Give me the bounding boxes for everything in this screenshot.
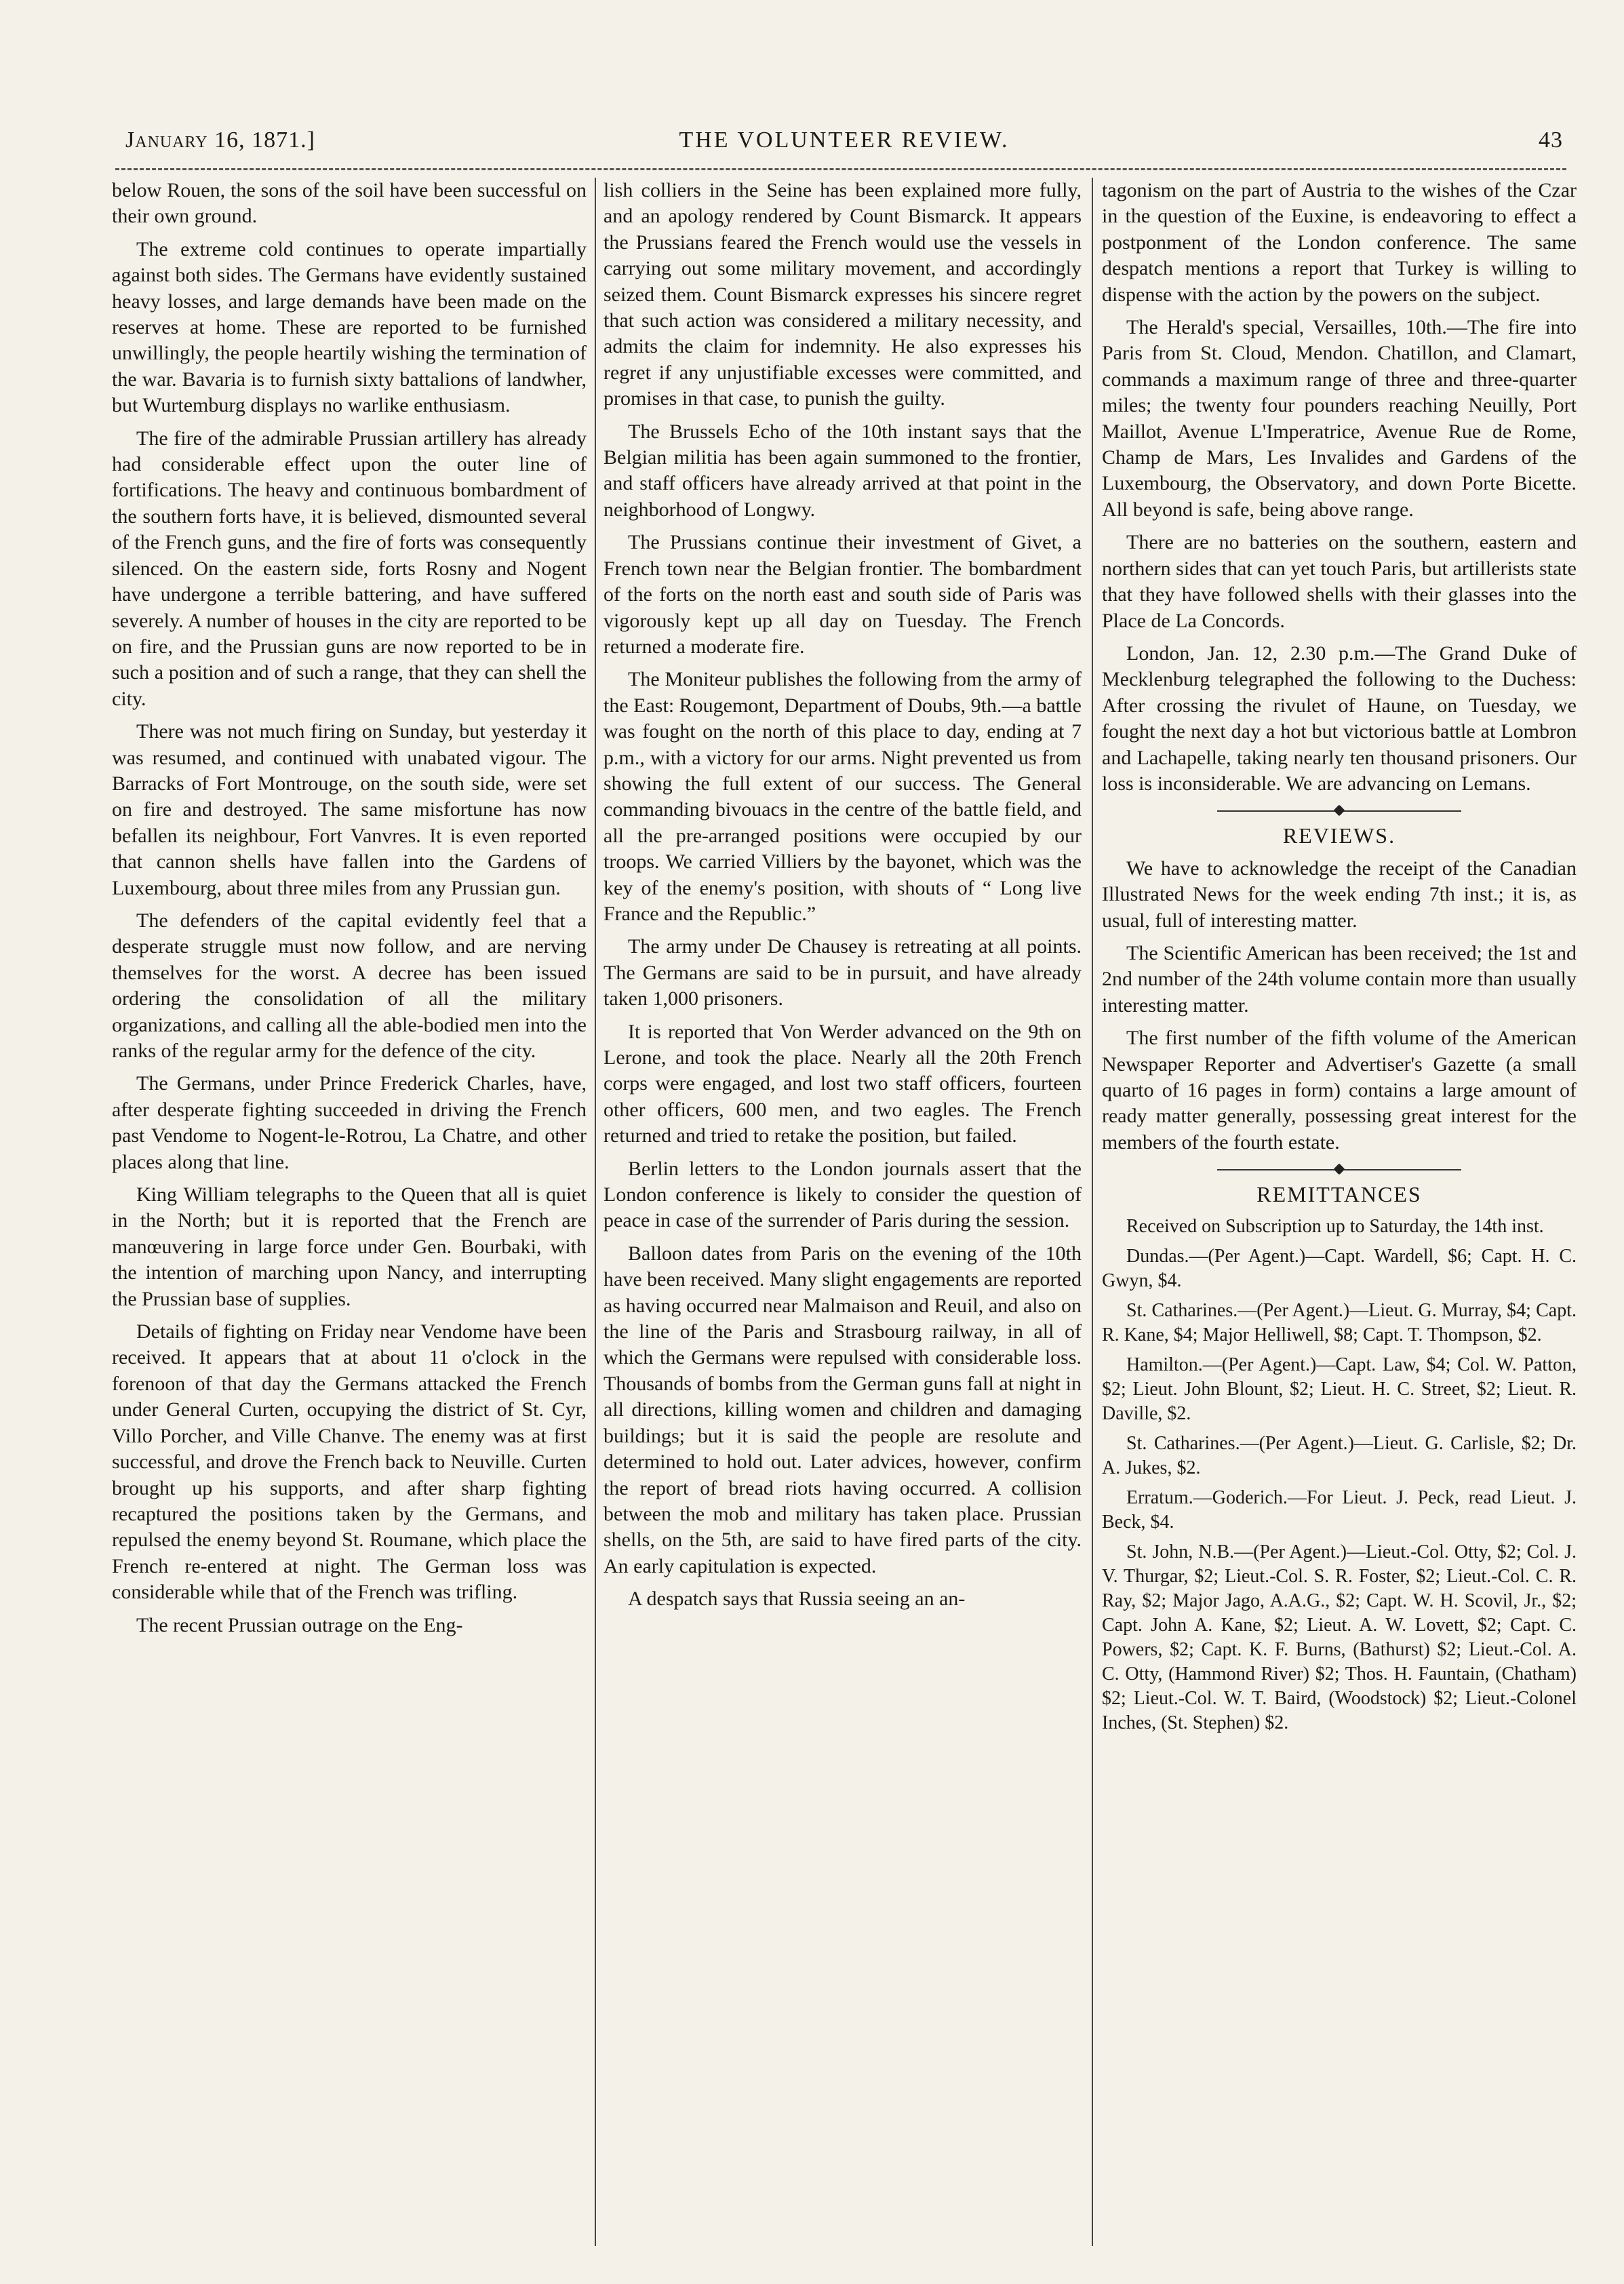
page-header — [125, 127, 1563, 160]
paragraph: The defenders of the capital evidently feel that a desperate struggle must now follow, and are nerving themselves for the worst. A decree has been issued ordering the consolidation of all the military organizations, and calling all the able-bodied men into the ranks of the regular army for the defence of the city. — [112, 909, 587, 1062]
header-rule — [115, 168, 1566, 170]
column-3 — [1102, 178, 1577, 2253]
paragraph: below Rouen, the sons of the soil have been successful on their own ground. — [112, 179, 587, 228]
paragraph: There was not much firing on Sunday, but yesterday it was resumed, and continued with unabated vigour. The Barracks of Fort Montrouge, on the south side, were set on fire and destroyed. The same misfortune has now befallen its neighbour, Fort Vanvres. It is even reported that cannon shells have fallen into the Gardens of Luxembourg, about three miles from any Prussian gun. — [112, 720, 587, 899]
paragraph: tagonism on the part of Austria to the wishes of the Czar in the question of the Euxine, is endeavoring to effect a postponment of the London conference. The same despatch mentions a report that Turkey is willing to dispense with the action by the powers on the subject. — [1102, 179, 1577, 306]
review-item: The first number of the fifth volume of the American Newspaper Reporter and Advertiser's Gazette (a small quarto of 16 pages in form) contains a large amount of ready matter generally, possessing great interest for the members of the fourth estate. — [1102, 1027, 1577, 1154]
remittance-item: Dundas.—(Per Agent.)—Capt. Wardell, $6; Capt. H. C. Gwyn, $4. — [1102, 1245, 1577, 1291]
remittances-heading: REMITTANCES — [1256, 1182, 1422, 1207]
review-item: We have to acknowledge the receipt of the Canadian Illustrated News for the week ending 7th inst.; it is, as usual, full of interesting matter. — [1102, 856, 1577, 932]
paragraph: There are no batteries on the southern, eastern and northern sides that can yet touch Paris, but artillerists state that they have followed shells with their glasses into the Place de La Concords. — [1102, 531, 1577, 632]
page-number: 43 — [1539, 127, 1563, 153]
paragraph: The army under De Chausey is retreating at all points. The Germans are said to be in pursuit, and have already taken 1,000 prisoners. — [603, 935, 1082, 1010]
remittance-item: St. Catharines.—(Per Agent.)—Lieut. G. Carlisle, $2; Dr. A. Jukes, $2. — [1102, 1432, 1577, 1478]
reviews-heading: REVIEWS. — [1282, 823, 1396, 848]
paragraph: Berlin letters to the London journals assert that the London conference is likely to consider the question of peace in case of the surrender of Paris during the session. — [603, 1157, 1082, 1232]
paragraph: A despatch says that Russia seeing an an- — [628, 1588, 966, 1611]
remittance-item: Hamilton.—(Per Agent.)—Capt. Law, $4; Col. W. Patton, $2; Lieut. John Blount, $2; Lieut. H. C. Street, $2; Lieut. R. Daville, $2. — [1102, 1354, 1577, 1424]
column-divider — [595, 178, 596, 2246]
column-divider — [1092, 178, 1093, 2246]
paragraph: lish colliers in the Seine has been explained more fully, and an apology rendered by Count Bismarck. It appears the Prussians feared the French would use the vessels in carrying out some military movement, and accordingly seized them. Count Bismarck expresses his sincere regret that such action was considered a military necessity, and admits the claim for indemnity. He also expresses his regret if any unjustifiable excesses were committed, and promises in that case, to punish the guilty. — [603, 179, 1082, 410]
paragraph: Details of fighting on Friday near Vendome have been received. It appears that at about 11 o'clock in the forenoon of that day the Germans attacked the French under General Curten, occupying the district of St. Cyr, Villo Porcher, and Ville Chanve. The enemy was at first successful, and drove the French back to Neuville. Curten brought up his supports, and after sharp fighting recaptured the positions taken by the Germans, and repulsed the enemy beyond St. Roumane, which place the French re-entered at night. The German loss was considerable while that of the French was trifling. — [112, 1320, 587, 1604]
paragraph: The Brussels Echo of the 10th instant says that the Belgian militia has been again summoned to the frontier, and staff officers have already arrived at that point in the neighborhood of Longwy. — [603, 420, 1082, 521]
review-item: The Scientific American has been received; the 1st and 2nd number of the 24th volume contain more than usually interesting matter. — [1102, 941, 1577, 1017]
paragraph: The Moniteur publishes the following from the army of the East: Rougemont, Department of Doubs, 9th.—a battle was fought on the north of this place to day, ending at 7 p.m., with a victory for our arms. Night prevented us from showing the full extent of our success. The General commanding bivouacs in the centre of the battle field, and all the pre-arranged positions were occupied by our troops. We carried Villiers by the bayonet, which was the key of the enemy's position, with shouts of “ Long live France and the Republic.” — [603, 668, 1082, 925]
paragraph: The recent Prussian outrage on the Eng- — [136, 1613, 463, 1636]
paragraph: London, Jan. 12, 2.30 p.m.—The Grand Duke of Mecklenburg telegraphed the following to the Duchess: After crossing the rivulet of Haune, on Tuesday, we fought the next day a hot but victorious battle at Lombron and Lachapelle, taking nearly ten thousand prisoners. Our loss is inconsiderable. We are advancing on Lemans. — [1102, 642, 1577, 795]
issue-date: January 16, 1871.] — [125, 127, 315, 153]
remittance-intro: Received on Subscription up to Saturday, the 14th inst. — [1126, 1215, 1544, 1237]
paragraph: The fire of the admirable Prussian artillery has already had considerable effect upon the outer line of fortifications. The heavy and continuous bombardment of the southern forts have, it is believed, dismounted several of the French guns, and the fire of forts was consequently silenced. On the eastern side, forts Rosny and Nogent have undergone a terrible battering, and have suffered severely. A number of houses in the city are reported to be on fire, and the Prussian guns are now reported to be in such a position and of such a range, that they can shell the city. — [112, 427, 587, 710]
paragraph: The Germans, under Prince Frederick Charles, have, after desperate fighting succeeded in driving the French past Vendome to Nogent-le-Rotrou, La Chatre, and other places along that line. — [112, 1072, 587, 1173]
remittance-item: Erratum.—Goderich.—For Lieut. J. Peck, read Lieut. J. Beck, $4. — [1102, 1486, 1577, 1533]
publication-title: THE VOLUNTEER REVIEW. — [679, 127, 1010, 153]
paragraph: The Herald's special, Versailles, 10th.—The fire into Paris from St. Cloud, Mendon. Chatillon, and Clamart, commands a maximum range of three and three-quarter miles; the twenty four pounders reaching Neuilly, Port Maillot, Avenue L'Imperatrice, Avenue Rue de Rome, Champ de Mars, Les Invalides and Gardens of the Luxembourg, the Observatory, and down Porte Bicette. All beyond is safe, being above range. — [1102, 316, 1577, 521]
remittance-item: St. John, N.B.—(Per Agent.)—Lieut.-Col. Otty, $2; Col. J. V. Thurgar, $2; Lieut.-Col. S. R. Foster, $2; Lieut.-Col. C. R. Ray, $2; Major Jago, A.A.G., $2; Capt. W. H. Scovil, Jr., $2; Capt. John A. Kane, $2; Lieut. A. W. Lovett, $2; Capt. C. Powers, $2; Capt. K. F. Burns, (Bathurst) $2; Lieut.-Col. A. C. Otty, (Hammond River) $2; Thos. H. Fauntain, (Chatham) $2; Lieut.-Col. W. T. Baird, (Woodstock) $2; Lieut.-Colonel Inches, (St. Stephen) $2. — [1102, 1541, 1577, 1733]
column-1 — [112, 178, 587, 2253]
paragraph: It is reported that Von Werder advanced on the 9th on Lerone, and took the place. Nearly all the 20th French corps were engaged, and lost two staff officers, fourteen other officers, 600 men, and two eagles. The French returned and tried to retake the position, but failed. — [603, 1020, 1082, 1147]
remittance-item: St. Catharines.—(Per Agent.)—Lieut. G. Murray, $4; Capt. R. Kane, $4; Major Helliwell, $8; Capt. T. Thompson, $2. — [1102, 1299, 1577, 1345]
paragraph: The Prussians continue their investment of Givet, a French town near the Belgian frontier. The bombardment of the forts on the north east and south side of Paris was vigorously kept up all day on Tuesday. The French returned a moderate fire. — [603, 531, 1082, 658]
section-separator — [1102, 1162, 1577, 1177]
paragraph: King William telegraphs to the Queen that all is quiet in the North; but it is reported that the French are manœuvering in large force under Gen. Bourbaki, with the intention of marching upon Nancy, and interrupting the Prussian base of supplies. — [112, 1183, 587, 1310]
section-separator — [1102, 804, 1577, 819]
column-2 — [603, 178, 1082, 2253]
paragraph: The extreme cold continues to operate impartially against both sides. The Germans have evidently sustained heavy losses, and large demands have been made on the reserves at home. These are reported to be furnished unwillingly, the people heartily wishing the termination of the war. Bavaria is to furnish sixty battalions of landwher, but Wurtemburg displays no warlike enthusiasm. — [112, 237, 587, 417]
paragraph: Balloon dates from Paris on the evening of the 10th have been received. Many slight engagements are reported as having occurred near Malmaison and Reuil, and also on the line of the Paris and Strasbourg railway, in all of which the Germans were repulsed with considerable loss. Thousands of bombs from the German guns fall at night in all directions, killing women and children and damaging buildings; but it is said the people are resolute and determined to hold out. Later advices, however, confirm the report of bread riots having occurred. A collision between the mob and military has taken place. Prussian shells, on the 5th, are said to have fired parts of the city. An early capitulation is expected. — [603, 1242, 1082, 1577]
